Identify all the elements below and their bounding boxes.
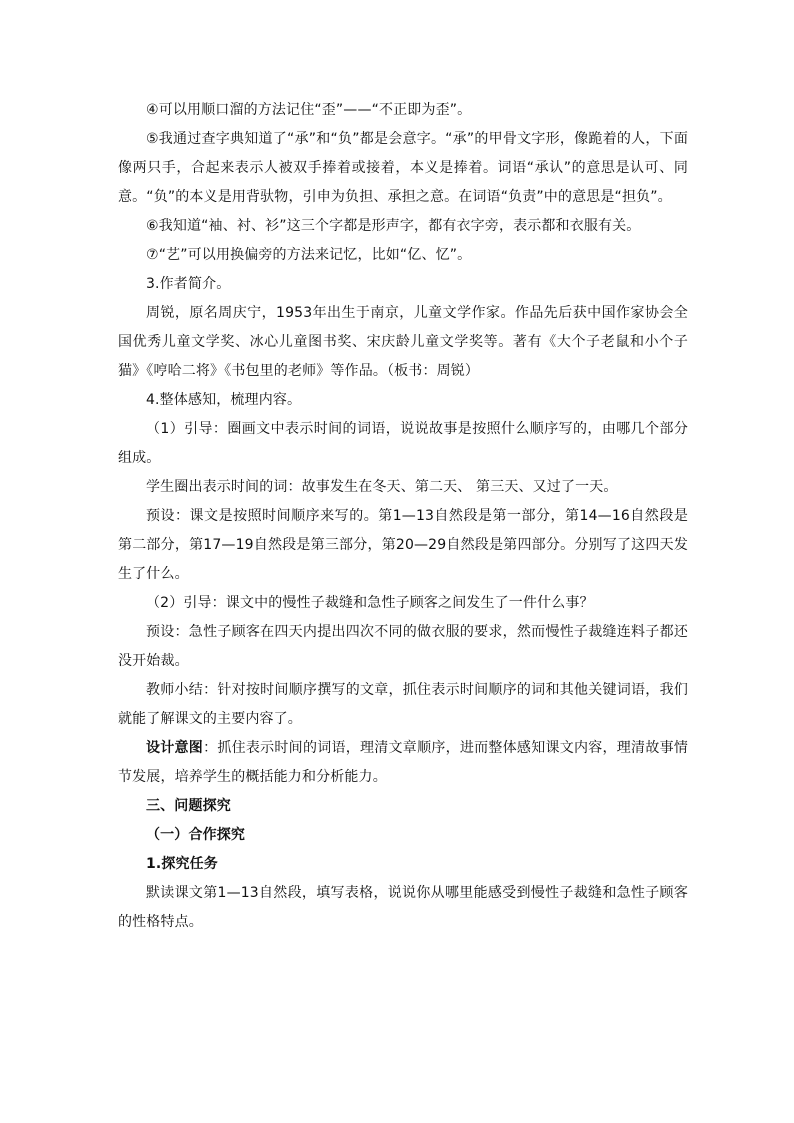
heading-inquiry-task: 1.探究任务 [146,856,218,872]
paragraph-guide-2: （2）引导：课文中的慢性子裁缝和急性子顾客之间发生了一件什么事？ [146,595,594,611]
paragraph-preset-2: 预设：急性子顾客在四天内提出四次不同的做衣服的要求，然而慢性子裁缝连料子都还没开始裁。 [118,624,688,669]
paragraph-teacher-summary: 教师小结：针对按时间顺序撰写的文章，抓住表示时间顺序的词和其他关键词语，我们就能了解课文的主要内容了。 [118,682,688,727]
paragraph-xiu-chen-shan: ⑥我知道“袖、衬、衫”这三个字都是形声字，都有衣字旁，表示都和衣服有关。 [146,218,641,234]
heading-cooperative-inquiry: （一）合作探究 [146,827,246,843]
paragraph-cheng-fu: ⑤我通过查字典知道了“承”和“负”都是会意字。“承”的甲骨文字形，像跪着的人，下面像两只手，合起来表示人被双手捧着或接着，本义是捧着。词语“承认”的意思是认可、同意。“负”的本义是用背驮物，引申为负担、承担之意。在词语“负责”中的意思是“担负”。 [118,131,688,205]
document-page [118,96,688,937]
section-overall-perception: 4.整体感知，梳理内容。 [146,392,302,408]
paragraph-design-intent [118,734,688,792]
paragraph-student-time-words: 学生圈出表示时间的词：故事发生在冬天、第二天、 第三天、又过了一天。 [146,479,618,495]
paragraph-guide-1: （1）引导：圈画文中表示时间的词语，说说故事是按照什么顺序写的，由哪几个部分组成。 [118,421,688,466]
paragraph-mnemonic-wai: ④可以用顺口溜的方法记住“歪”——“不正即为歪”。 [146,102,472,118]
paragraph-author-bio: 周锐，原名周庆宁，1953年出生于南京，儿童文学作家。作品先后获中国作家协会全国优秀儿童文学奖、冰心儿童图书奖、宋庆龄儿童文学奖等。著有《大个子老鼠和小个子猫》《哼哈二将》《书包里的老师》等作品。（板书：周锐） [118,305,688,379]
heading-problem-inquiry: 三、问题探究 [146,798,231,814]
design-intent-text: ：抓住表示时间的词语，理清文章顺序，进而整体感知课文内容，理清故事情节发展，培养学生的概括能力和分析能力。 [118,740,688,785]
paragraph-yi: ⑦“艺”可以用换偏旁的方法来记忆，比如“亿、忆”。 [146,247,472,263]
paragraph-task-description: 默读课文第1—13自然段，填写表格，说说你从哪里能感受到慢性子裁缝和急性子顾客的性格特点。 [118,885,688,930]
paragraph-preset-1: 预设：课文是按照时间顺序来写的。第1—13自然段是第一部分，第14—16自然段是第二部分，第17—19自然段是第三部分，第20—29自然段是第四部分。分别写了这四天发生了什么。 [118,508,688,582]
design-intent-label: 设计意图 [146,740,204,756]
section-author-intro: 3.作者简介。 [146,276,231,292]
